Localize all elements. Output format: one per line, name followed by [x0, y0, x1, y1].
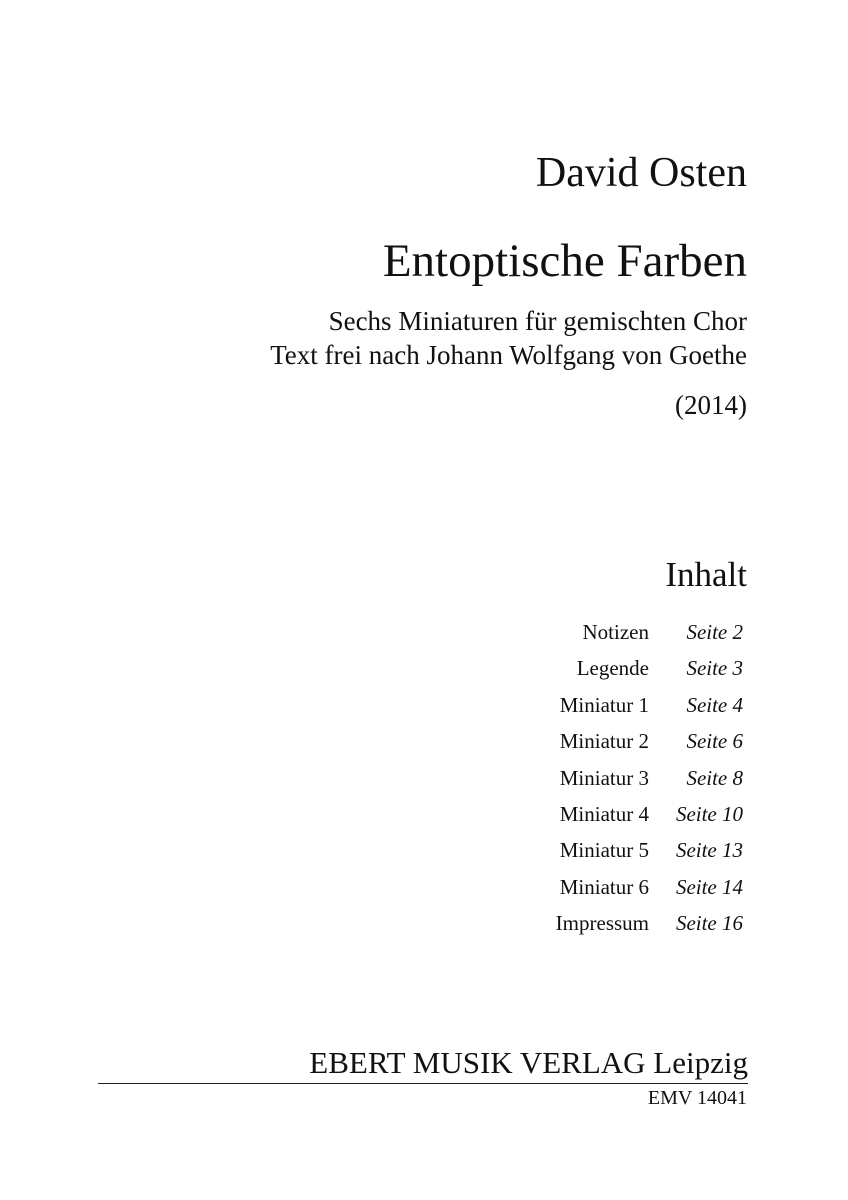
toc-entry-label: Miniatur 3 — [559, 765, 649, 790]
table-of-contents — [556, 620, 743, 948]
toc-entry — [556, 875, 743, 911]
publisher-divider — [98, 1083, 748, 1084]
toc-entry-label: Legende — [576, 656, 649, 681]
toc-entry-label: Miniatur 5 — [559, 838, 649, 863]
toc-entry-label: Miniatur 2 — [559, 729, 649, 754]
work-title: Entoptische Farben — [382, 235, 747, 287]
toc-entry — [556, 802, 743, 838]
toc-heading: Inhalt — [665, 555, 747, 594]
toc-entry-label: Miniatur 1 — [559, 692, 649, 717]
publisher-name: EBERT MUSIK VERLAG Leipzig — [309, 1045, 748, 1080]
toc-entry-page: Seite 16 — [675, 911, 743, 936]
toc-entry-label: Notizen — [582, 620, 649, 644]
toc-entry — [556, 656, 743, 692]
toc-entry-page: Seite 3 — [686, 656, 743, 681]
toc-entry — [556, 693, 743, 729]
toc-entry — [556, 911, 743, 947]
toc-entry-page: Seite 6 — [686, 729, 743, 754]
toc-entry-page: Seite 8 — [686, 765, 743, 790]
toc-entry — [556, 766, 743, 802]
toc-entry-page: Seite 14 — [675, 874, 743, 899]
toc-entry-page: Seite 2 — [686, 620, 743, 644]
toc-entry — [556, 729, 743, 765]
toc-entry-page: Seite 13 — [675, 838, 743, 863]
toc-entry-label: Miniatur 4 — [559, 801, 649, 826]
toc-entry-page: Seite 10 — [675, 801, 743, 826]
composition-year: (2014) — [675, 390, 747, 420]
toc-entry-label: Impressum — [555, 911, 649, 936]
toc-entry — [556, 838, 743, 874]
composer-name: David Osten — [535, 150, 747, 196]
toc-entry — [556, 620, 743, 656]
work-subtitle: Sechs Miniaturen für gemischten Chor — [328, 306, 747, 336]
toc-entry-page: Seite 4 — [686, 692, 743, 717]
catalog-number: EMV 14041 — [647, 1087, 747, 1109]
text-credit: Text frei nach Johann Wolfgang von Goethe — [270, 340, 747, 370]
toc-entry-label: Miniatur 6 — [559, 874, 649, 899]
